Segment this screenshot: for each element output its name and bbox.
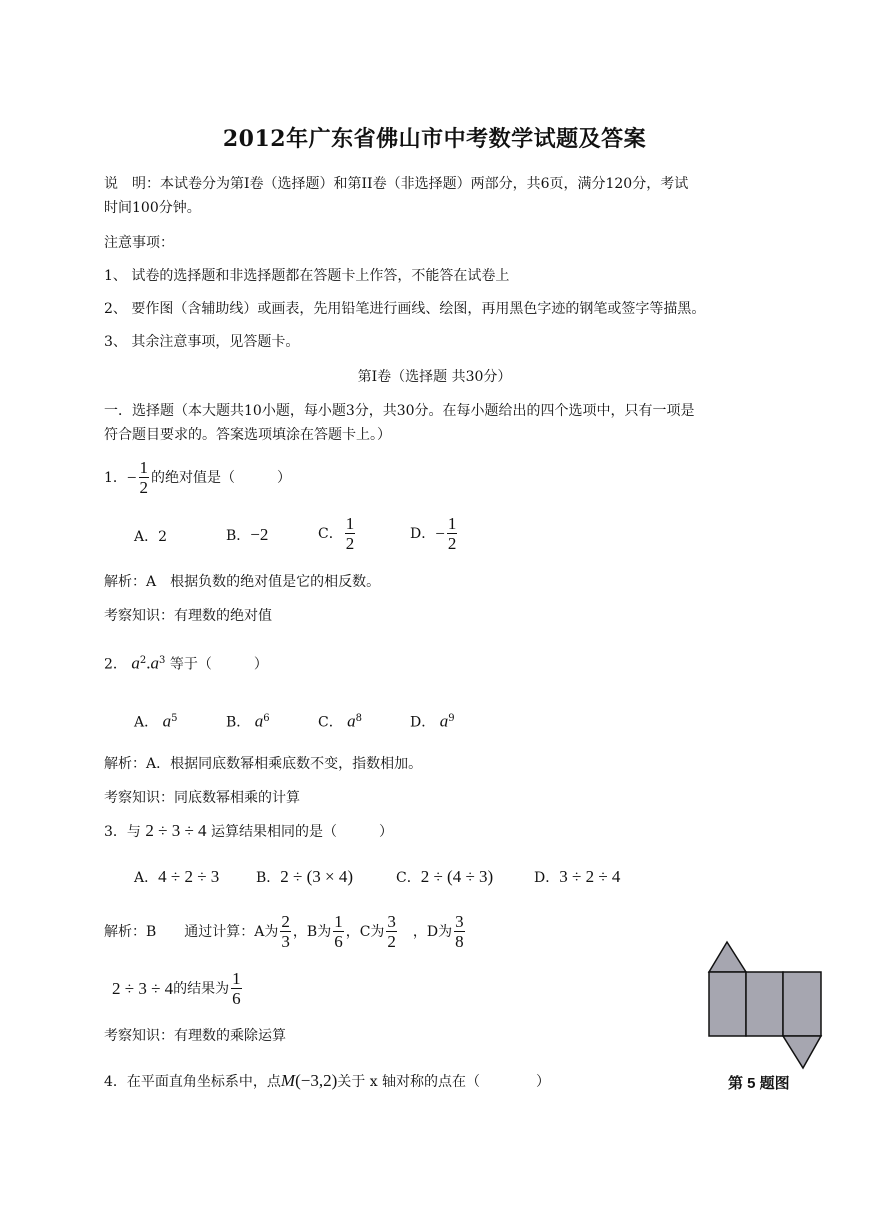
q2-number: 2． (104, 656, 127, 673)
q4-point: M (280, 1071, 296, 1090)
part1-line-2: 符合题目要求的。答案选项填涂在答题卡上。） (104, 427, 391, 443)
q1-option-b-label: B． (226, 528, 251, 544)
q2-option-d-exp: 9 (448, 713, 455, 724)
q1-number: 1． (104, 469, 127, 486)
q3-text: 运算结果相同的是（ ） (211, 824, 393, 840)
q1-option-d-label: D． (410, 525, 436, 542)
q1-knowledge: 考察知识：有理数的绝对值 (104, 608, 272, 624)
q3-expression: 2 ÷ 3 ÷ 4 (145, 821, 207, 840)
q4-text: 关于 x 轴对称的点在（ ） (337, 1074, 551, 1090)
note-item-3: 3、 其余注意事项，见答题卡。 (104, 334, 300, 350)
note-item-2: 2、 要作图（含辅助线）或画表，先用铅笔进行画线、绘图，再用黑色字迹的钢笔或签字等描黑。 (104, 301, 706, 317)
q2-option-c-base: a (347, 711, 356, 731)
q1-option-d-fraction (447, 514, 458, 553)
q1-option-c-den: 2 (345, 534, 355, 553)
q1-option-a: A．2 (134, 529, 168, 545)
figure-caption: 第 5 题图 (728, 1075, 790, 1092)
q3-d-fraction (454, 912, 465, 951)
q3-option-c-value: 2 ÷ (4 ÷ 3) (420, 867, 494, 886)
q3-result-num: 1 (232, 969, 241, 988)
q3-option-b (256, 868, 353, 887)
top-triangle (709, 942, 746, 972)
q3-result-fraction (231, 969, 242, 1008)
q3-d-label: ，D为 (398, 923, 453, 940)
q3-d-num: 3 (455, 912, 464, 931)
page-title: 2012年广东省佛山市中考数学试题及答案 (222, 126, 647, 152)
q3-result-text: 的结果为 (173, 980, 230, 997)
q2-option-b (226, 710, 270, 732)
q3-option-c-label: C． (396, 870, 421, 886)
q3-option-a (134, 868, 219, 887)
q3-b-den: 6 (334, 932, 343, 951)
q1-option-c-label: C． (318, 525, 343, 542)
q2-option-a-base: a (162, 711, 172, 731)
q1-frac-num: 1 (139, 458, 149, 477)
intro-line-1: 说 明：本试卷分为第Ⅰ卷（选择题）和第II卷（非选择题）两部分，共6页，满分120分，考试 (104, 176, 689, 192)
q1-option-b-value: −2 (250, 525, 269, 544)
q3-c-label: ，C为 (345, 923, 385, 940)
net-rect-3 (783, 972, 821, 1036)
q3-c-fraction (386, 912, 397, 951)
q4-prefix: 4．在平面直角坐标系中，点 (104, 1074, 281, 1090)
q1-option-d (410, 514, 459, 553)
q1-option-b (226, 526, 268, 545)
q3-a-den: 3 (281, 932, 290, 951)
q2-option-c-exp: 8 (355, 713, 363, 724)
question-1 (104, 458, 291, 497)
q2-base-2: a (150, 653, 159, 673)
q1-option-c-fraction (345, 514, 356, 553)
net-rect-2 (746, 972, 783, 1036)
q4-coords: (−3,2) (295, 1071, 338, 1090)
q2-option-a (134, 710, 177, 732)
q3-b-fraction (333, 912, 344, 951)
q1-option-c-num: 1 (345, 514, 355, 533)
q1-option-d-minus: − (435, 523, 445, 543)
q3-option-b-value: 2 ÷ (3 × 4) (280, 867, 354, 886)
q2-dot: . (146, 653, 151, 673)
q3-d-den: 8 (455, 932, 464, 951)
q3-option-a-value: 4 ÷ 2 ÷ 3 (158, 867, 220, 886)
q3-a-fraction (280, 912, 291, 951)
q3-b-label: ，B为 (292, 923, 332, 940)
q3-result (112, 969, 244, 1008)
prism-net-figure (700, 938, 830, 1072)
q3-analysis (104, 912, 467, 951)
q3-b-num: 1 (334, 912, 343, 931)
question-3 (104, 822, 393, 841)
q2-option-d-label: D． (410, 714, 436, 731)
q2-text: 等于（ ） (169, 656, 268, 673)
question-2 (104, 652, 268, 674)
note-item-1: 1、 试卷的选择题和非选择题都在答题卡上作答，不能答在试卷上 (104, 268, 510, 284)
q2-option-c (318, 710, 362, 732)
q1-option-d-den: 2 (447, 534, 457, 553)
q3-option-d-value: 3 ÷ 2 ÷ 4 (559, 867, 621, 886)
q1-text: 的绝对值是（ ） (151, 469, 292, 486)
q2-option-b-label: B． (226, 714, 251, 731)
q3-option-d (534, 868, 620, 887)
q1-minus: − (126, 467, 137, 487)
q2-analysis: 解析：A．根据同底数幂相乘底数不变，指数相加。 (104, 756, 423, 772)
notes-heading: 注意事项： (104, 235, 174, 251)
q3-option-c (396, 868, 493, 887)
section-title: 第Ⅰ卷（选择题 共30分） (357, 369, 512, 385)
intro-line-2: 时间100分钟。 (104, 200, 201, 216)
q3-c-num: 3 (387, 912, 396, 931)
net-rect-1 (709, 972, 746, 1036)
q1-option-c (318, 514, 357, 553)
question-4 (104, 1072, 550, 1091)
q1-analysis: 解析：A 根据负数的绝对值是它的相反数。 (104, 574, 381, 590)
q2-base-1: a (131, 653, 140, 673)
q3-result-expression: 2 ÷ 3 ÷ 4 (112, 978, 174, 998)
q3-knowledge: 考察知识：有理数的乘除运算 (104, 1028, 286, 1044)
q3-prefix: 3．与 (104, 824, 141, 840)
q3-analysis-prefix: 解析：B 通过计算：A为 (104, 923, 279, 940)
q3-option-a-label: A． (134, 870, 159, 886)
q3-option-b-label: B． (256, 870, 281, 886)
bottom-triangle (783, 1036, 821, 1068)
q2-option-c-label: C． (318, 714, 343, 731)
q2-exp-1: 2 (139, 655, 147, 666)
q2-option-b-base: a (254, 711, 264, 731)
part1-line-1: 一．选择题（本大题共10小题，每小题3分，共30分。在每小题给出的四个选项中，只有一项是 (104, 403, 695, 419)
q2-exp-2: 3 (159, 655, 166, 666)
q2-option-a-exp: 5 (171, 713, 178, 724)
q3-result-den: 6 (232, 989, 241, 1008)
q2-option-d-base: a (439, 711, 449, 731)
q3-a-num: 2 (281, 912, 290, 931)
q1-fraction (139, 458, 150, 497)
q2-knowledge: 考察知识：同底数幂相乘的计算 (104, 790, 300, 806)
q1-option-d-num: 1 (447, 514, 457, 533)
q3-option-d-label: D． (534, 870, 560, 886)
q2-option-d (410, 710, 455, 732)
q2-option-b-exp: 6 (263, 713, 270, 724)
q1-frac-den: 2 (139, 478, 149, 497)
q2-option-a-label: A． (134, 714, 159, 731)
q3-c-den: 2 (387, 932, 396, 951)
